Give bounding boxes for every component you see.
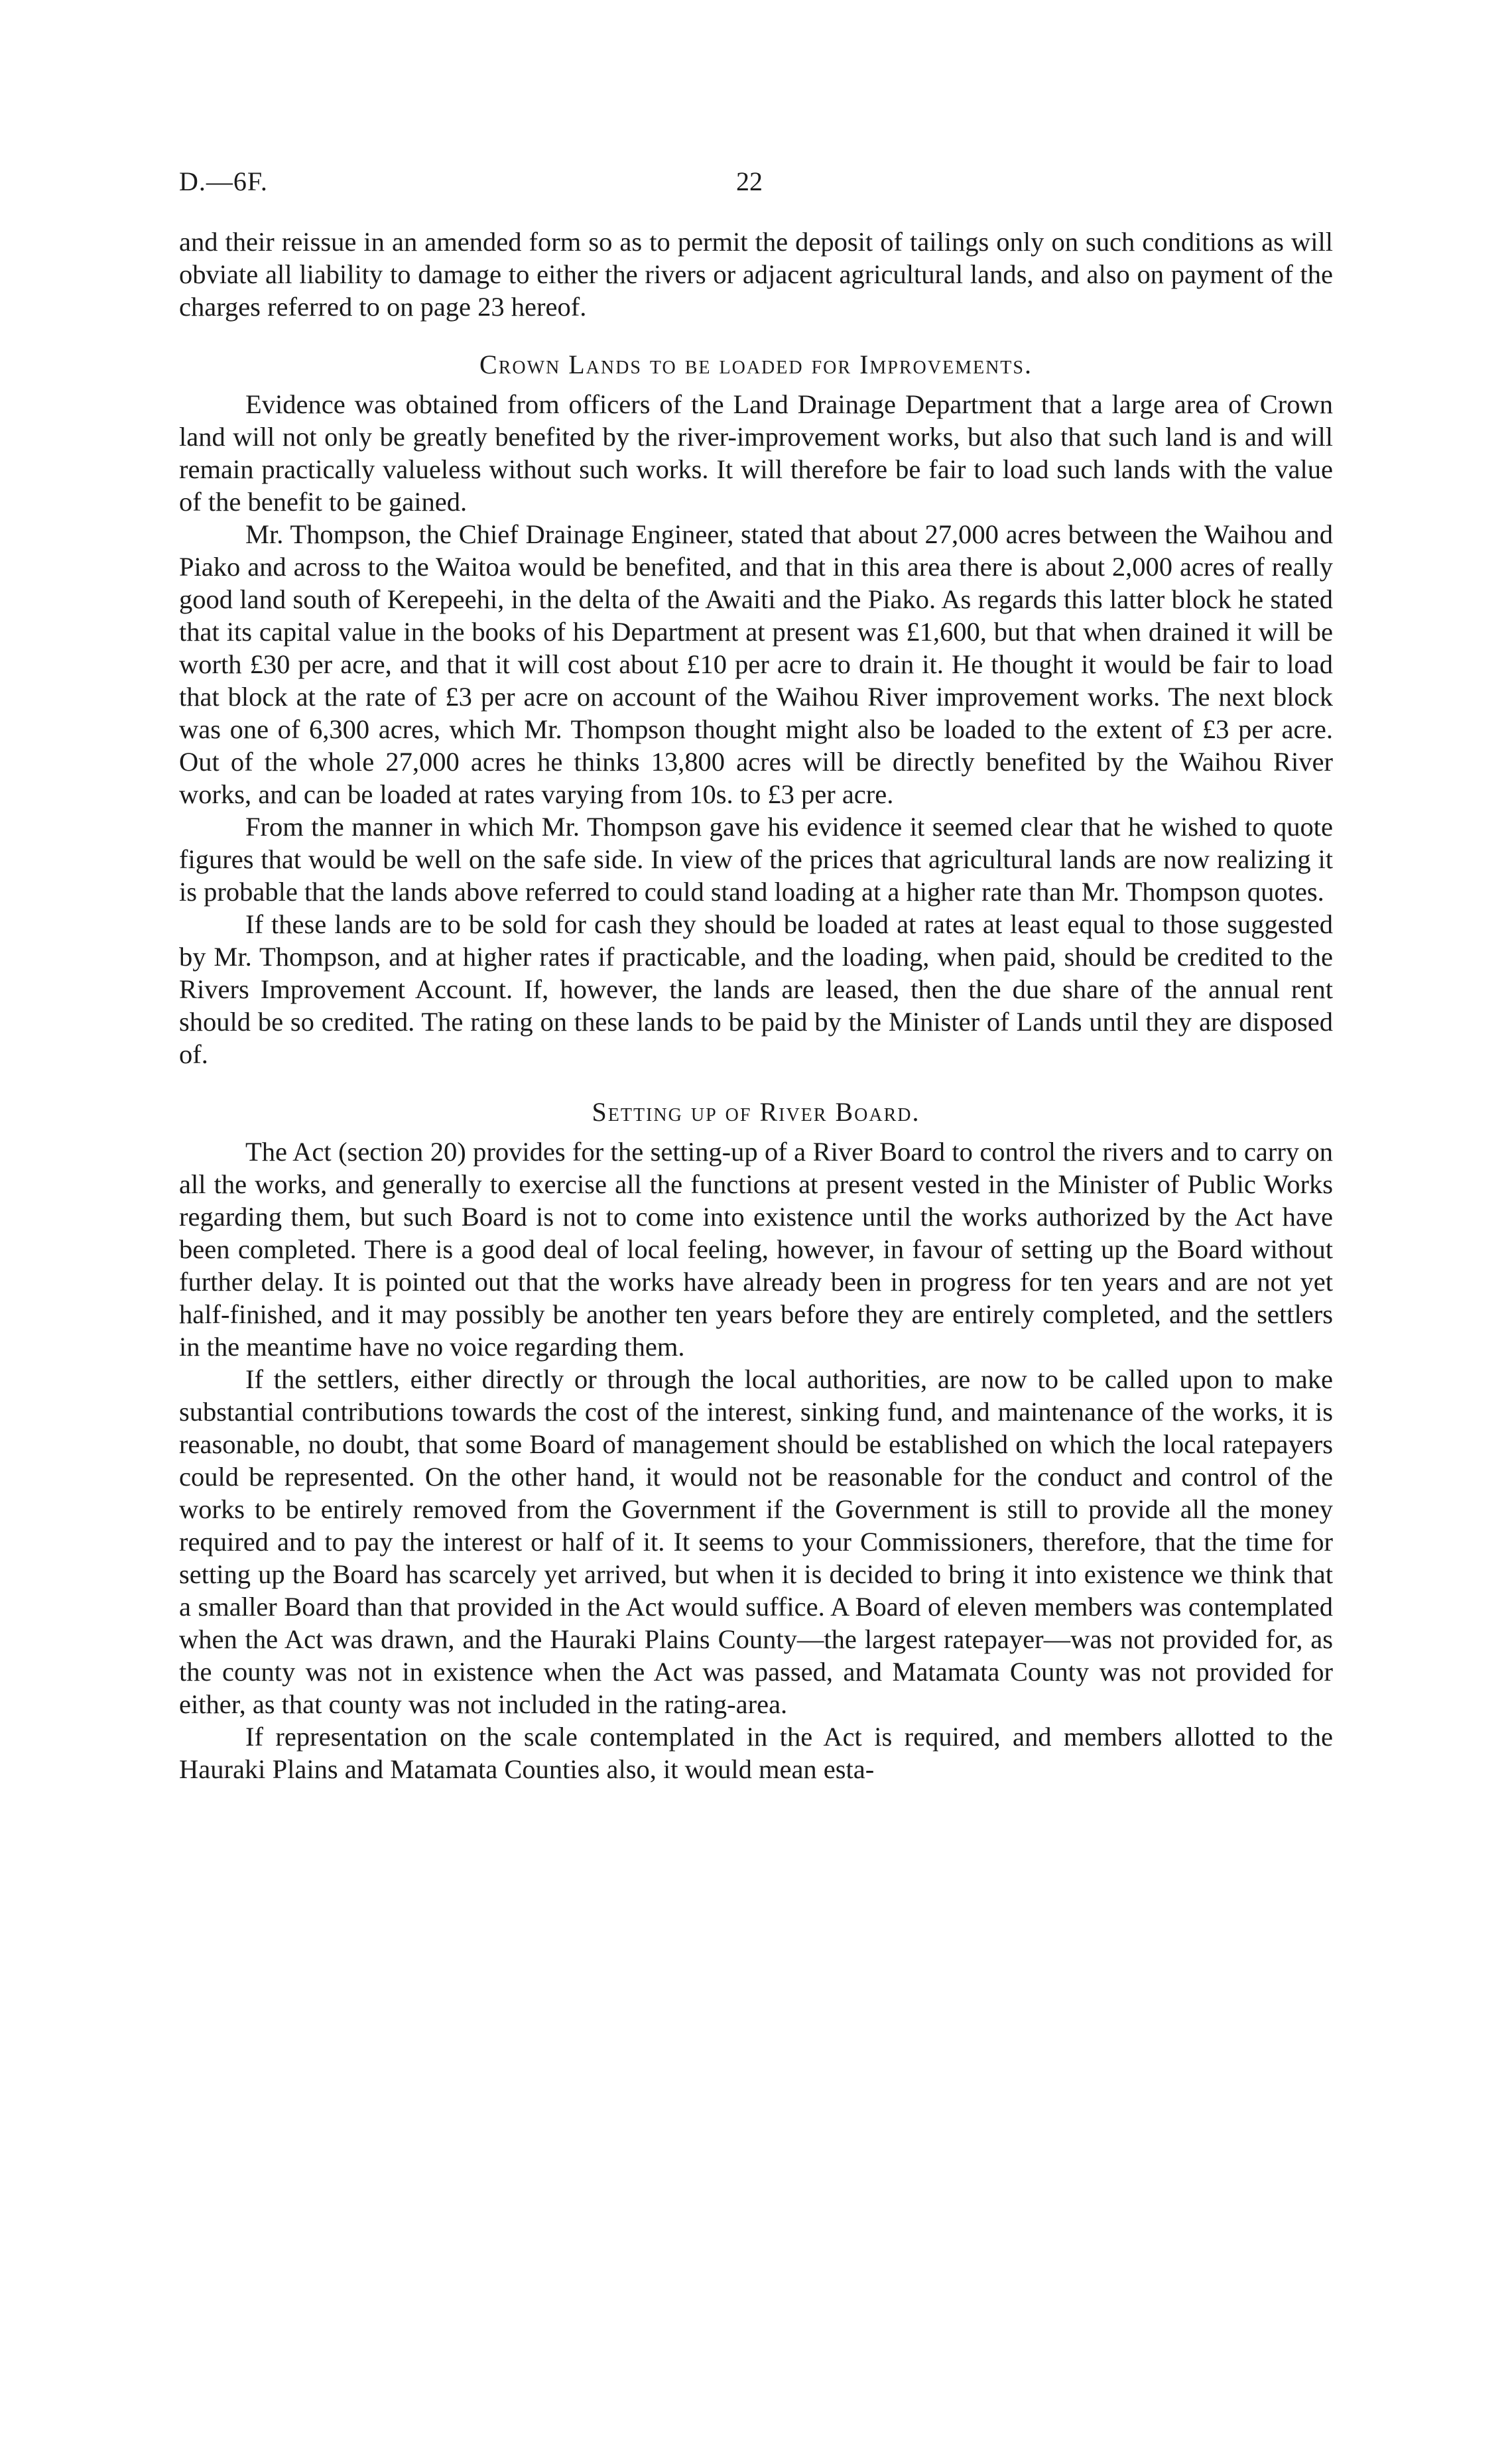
body-text	[179, 225, 1333, 1785]
paragraph: Evidence was obtained from officers of the Land Drainage Department that a large area of Crown land will not only be greatly benefited by the river-improvement works, but also that such land is and will remain practically valueless without such works. It will therefore be fair to load such lands with the value of the benefit to be gained.	[179, 389, 1333, 517]
paragraph: If the settlers, either directly or through the local authorities, are now to be called upon to make substantial contributions towards the cost of the interest, sinking fund, and maintenance of the works, it is reasonable, no doubt, that some Board of management should be established on which the local ratepayers could be represented. On the other hand, it would not be reasonable for the conduct and control of the works to be entirely removed from the Government if the Government is still to provide all the money required and to pay the interest or half of it. It seems to your Commissioners, therefore, that the time for setting up the Board has scarcely yet arrived, but when it is decided to bring it into existence we think that a smaller Board than that provided in the Act would suffice. A Board of eleven members was contemplated when the Act was drawn, and the Hauraki Plains County—the largest ratepayer—was not provided for, as the county was not in existence when the Act was passed, and Matamata County was not provided for either, as that county was not included in the rating-area.	[179, 1364, 1333, 1719]
paragraph: The Act (section 20) provides for the setting-up of a River Board to control the rivers and to carry on all the works, and generally to exercise all the functions at present vested in the Minister of Public Works regarding them, but such Board is not to come into existence until the works authorized by the Act have been completed. There is a good deal of local feeling, however, in favour of setting up the Board without further delay. It is pointed out that the works have already been in progress for ten years and are not yet half-finished, and it may possibly be another ten years before they are entirely completed, and the settlers in the meantime have no voice regarding them.	[179, 1137, 1333, 1362]
paragraph: If representation on the scale contemplated in the Act is required, and members allotted to the Hauraki Plains and Matamata Counties also, it would mean esta-	[179, 1722, 1333, 1784]
paragraph: Mr. Thompson, the Chief Drainage Engineer, stated that about 27,000 acres between the Waihou and Piako and across to the Waitoa would be benefited, and that in this area there is about 2,000 acres of really good land south of Kerepeehi, in the delta of the Awaiti and the Piako. As regards this latter block he stated that its capital value in the books of his Department at present was £1,600, but that when drained it will be worth £30 per acre, and that it will cost about £10 per acre to drain it. He thought it would be fair to load that block at the rate of £3 per acre on account of the Waihou River improvement works. The next block was one of 6,300 acres, which Mr. Thompson thought might also be loaded to the extent of £3 per acre. Out of the whole 27,000 acres he thinks 13,800 acres will be directly benefited by the Waihou River works, and can be loaded at rates varying from 10s. to £3 per acre.	[179, 519, 1333, 809]
section-heading-crown-lands: Crown Lands to be loaded for Improvements.	[479, 350, 1033, 379]
paragraph: If these lands are to be sold for cash they should be loaded at rates at least equal to those suggested by Mr. Thompson, and at higher rates if practicable, and the loading, when paid, should be credited to the Rivers Improvement Account. If, however, the lands are leased, then the due share of the annual rent should be so credited. The rating on these lands to be paid by the Minister of Lands until they are disposed of.	[179, 909, 1333, 1069]
page-header	[179, 159, 1333, 206]
document-page	[179, 159, 1333, 1785]
document-reference: D.—6F.	[179, 166, 268, 196]
section-heading-river-board: Setting up of River Board.	[592, 1097, 920, 1127]
continuation-paragraph: and their reissue in an amended form so as to permit the deposit of tailings only on such conditions as will obviate all liability to damage to either the rivers or adjacent agricultural lands, and also on payment of the charges referred to on page 23 hereof.	[179, 227, 1333, 322]
paragraph: From the manner in which Mr. Thompson gave his evidence it seemed clear that he wished to quote figures that would be well on the safe side. In view of the prices that agricultural lands are now realizing it is probable that the lands above referred to could stand loading at a higher rate than Mr. Thompson quotes.	[179, 812, 1333, 907]
page-number: 22	[736, 166, 763, 196]
